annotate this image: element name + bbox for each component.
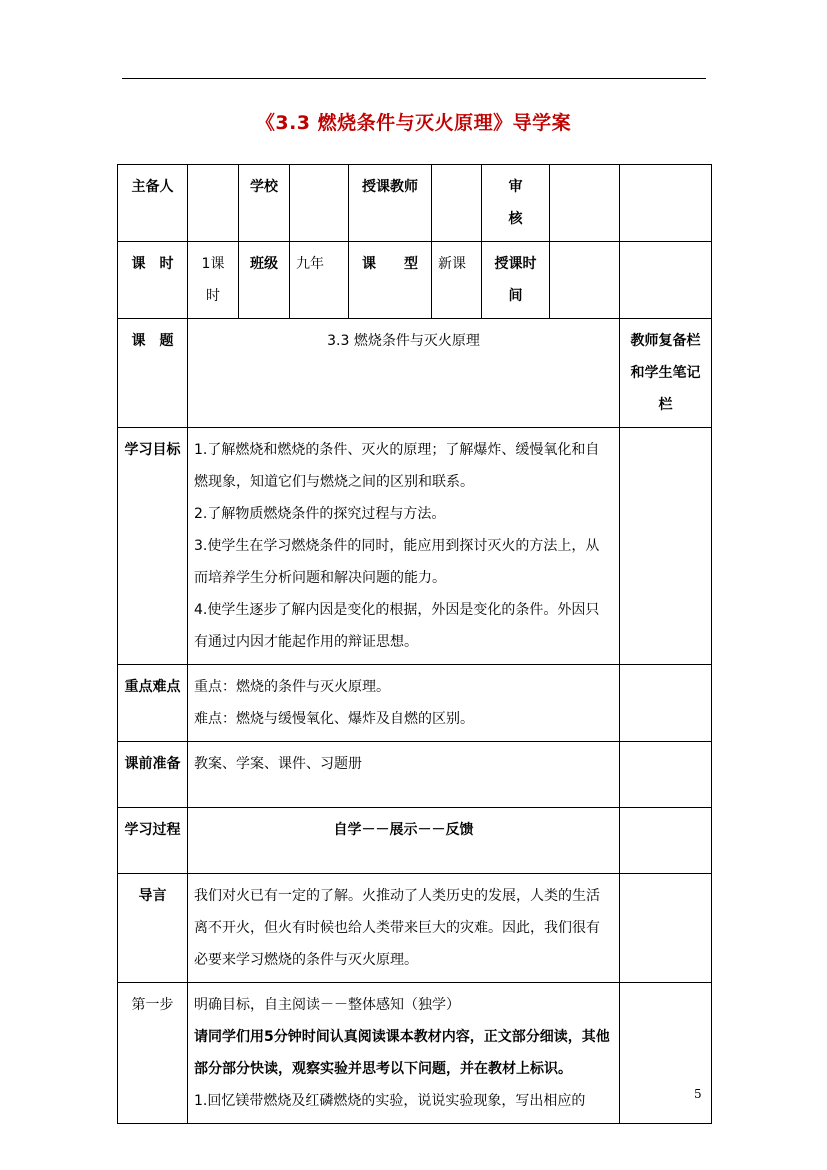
objective-item: 2.了解物质燃烧条件的探究过程与方法。 [194, 506, 446, 522]
label-xuexi-mubiao: 学习目标 [118, 428, 188, 665]
cell-side-empty [620, 742, 712, 808]
label-shouke-shijian: 授课时 间 [482, 242, 550, 319]
cell-kexing-value: 新课 [432, 242, 482, 319]
objective-item: 1.了解燃烧和燃烧的条件、灭火的原理；了解爆炸、缓慢氧化和自燃现象，知道它们与燃烧之间的区别和联系。 [194, 442, 600, 490]
table-row [118, 428, 712, 665]
label-shouke-jiaoshi: 授课教师 [349, 165, 432, 242]
cell-side-empty [620, 983, 712, 1124]
table-row [118, 874, 712, 983]
page-number: 5 [694, 1087, 702, 1101]
cell-shouke-shijian-value [550, 242, 620, 319]
cell-keqian: 教案、学案、课件、习题册 [188, 742, 620, 808]
cell-daoyan: 我们对火已有一定的了解。火推动了人类历史的发展，人类的生活离不开火，但火有时候也给人类带来巨大的灾难。因此，我们很有必要来学习燃烧的条件与灭火原理。 [188, 874, 620, 983]
cell-keshi-value: 1课 时 [188, 242, 239, 319]
cell-diyibu [188, 983, 620, 1124]
objective-item: 3.使学生在学习燃烧条件的同时，能应用到探讨灭火的方法上，从而培养学生分析问题和解决问题的能力。 [194, 538, 600, 586]
side-note-header: 教师复备栏和学生笔记栏 [620, 319, 712, 428]
cell-shenhe-value [550, 165, 620, 242]
label-zhubeiren: 主备人 [118, 165, 188, 242]
lesson-plan-table [117, 164, 712, 1124]
cell-side-empty [620, 428, 712, 665]
label-keshi: 课 时 [118, 242, 188, 319]
cell-zhongdian [188, 665, 620, 742]
label-daoyan: 导言 [118, 874, 188, 983]
table-row [118, 165, 712, 242]
label-banji: 班级 [239, 242, 290, 319]
cell-side-empty [620, 874, 712, 983]
step-question: 1.回忆镁带燃烧及红磷燃烧的实验，说说实验现象，写出相应的 [194, 1093, 586, 1109]
cell-side-empty [620, 165, 712, 242]
cell-side-empty [620, 808, 712, 874]
label-diyibu: 第一步 [118, 983, 188, 1124]
cell-guocheng: 自学－－展示－－反馈 [188, 808, 620, 874]
label-keti: 课 题 [118, 319, 188, 428]
label-xuexiao: 学校 [239, 165, 290, 242]
objective-item: 4.使学生逐步了解内因是变化的根据，外因是变化的条件。外因只有通过内因才能起作用的辩证思想。 [194, 602, 600, 650]
cell-keti-value: 3.3 燃烧条件与灭火原理 [188, 319, 620, 428]
cell-zhubeiren-value [188, 165, 239, 242]
cell-side-empty [620, 665, 712, 742]
document-title: 《3.3 燃烧条件与灭火原理》导学案 [255, 112, 572, 134]
label-guocheng: 学习过程 [118, 808, 188, 874]
cell-banji-value: 九年 [290, 242, 349, 319]
cell-xuexiao-value [290, 165, 349, 242]
cell-side-empty [620, 242, 712, 319]
table-row [118, 319, 712, 428]
key-point: 重点：燃烧的条件与灭火原理。 [194, 679, 390, 695]
table-row [118, 983, 712, 1124]
cell-shouke-jiaoshi-value [432, 165, 482, 242]
label-zhongdian-nandian: 重点难点 [118, 665, 188, 742]
step-heading: 明确目标，自主阅读－－整体感知（独学） [194, 997, 460, 1013]
table-row [118, 742, 712, 808]
label-keqian: 课前准备 [118, 742, 188, 808]
table-row [118, 242, 712, 319]
label-kexing: 课 型 [349, 242, 432, 319]
cell-xuexi-mubiao [188, 428, 620, 665]
difficult-point: 难点：燃烧与缓慢氧化、爆炸及自燃的区别。 [194, 711, 474, 727]
header-rule [122, 78, 706, 79]
step-instruction: 请同学们用5分钟时间认真阅读课本教材内容，正文部分细读，其他部分部分快读，观察实验并思考以下问题，并在教材上标识。 [194, 1029, 610, 1077]
table-row [118, 665, 712, 742]
table-row [118, 808, 712, 874]
label-shenhe: 审 核 [482, 165, 550, 242]
